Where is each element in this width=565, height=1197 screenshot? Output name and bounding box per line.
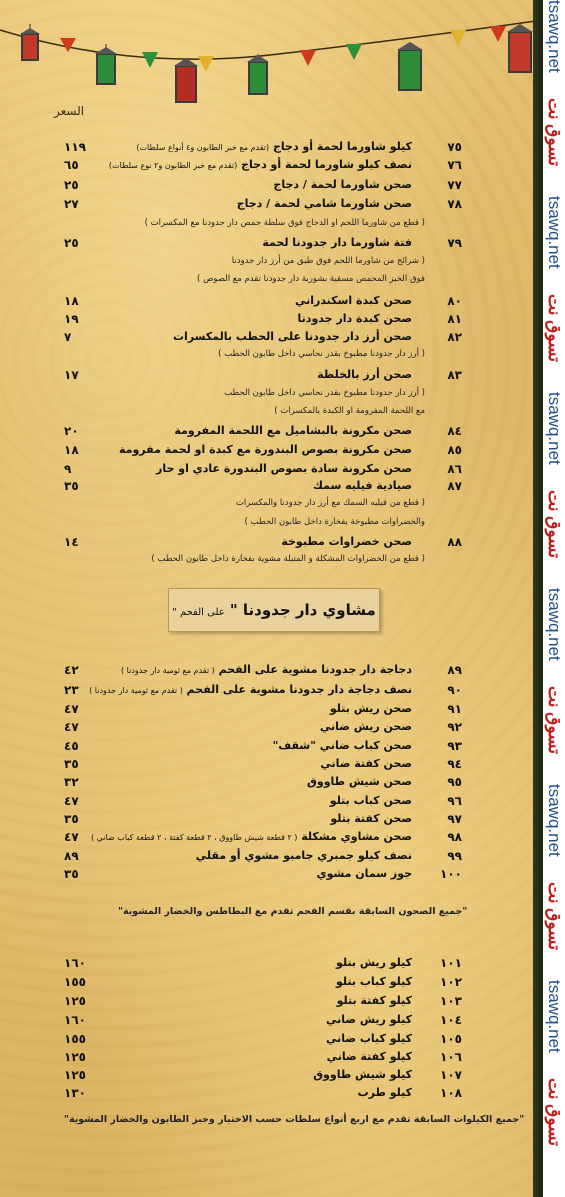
item-price: ٨٩ (64, 849, 79, 863)
item-price: ٣٥ (64, 867, 79, 881)
item-number: ١٠٥ (440, 1032, 462, 1046)
item-number: ٩٩ (447, 849, 462, 863)
footnote-kilos: "جميع الكيلوات السابقة تقدم مع اربع أنواع سلطات حسب الاختيار وخبز الطابون والخضار المشوية" (64, 1114, 525, 1125)
item-price: ٣٥ (64, 479, 79, 493)
menu-item (0, 975, 520, 992)
watermark-text: tsawq.net (545, 0, 564, 73)
item-number: ١٠٦ (440, 1050, 462, 1064)
item-name: صحن مكرونة سادة بصوص البندورة عادي او حار (156, 462, 412, 475)
item-name: كيلو شاورما لحمة أو دجاج (تقدم مع خبز الطابون و٤ أنواع سلطات) (136, 140, 412, 153)
item-price: ٤٧ (64, 794, 79, 808)
lantern-icon (95, 44, 117, 84)
item-number: ١٠٨ (440, 1086, 462, 1100)
item-name: فتة شاورما دار جدودنا لحمة (262, 236, 412, 249)
item-price: ٤٢ (64, 663, 79, 677)
menu-item (0, 178, 520, 195)
watermark-text: tsawq.net (545, 980, 564, 1053)
item-price: ٢٠ (64, 424, 79, 438)
item-name: كيلو كباب ضاني (325, 1032, 412, 1045)
item-name: صحن مكرونة بالبشاميل مع اللحمة المفرومة (174, 424, 412, 437)
item-number: ٨١ (447, 312, 462, 326)
item-name: صحن شاورما شامي لحمة / دجاج (236, 197, 412, 210)
item-description: مع اللحمة المفرومة او الكبدة بالمكسرات ) (274, 406, 425, 416)
item-name: صحن ريش بتلو (329, 702, 412, 715)
item-number: ٨٠ (447, 294, 462, 308)
menu-item (0, 1050, 520, 1067)
item-description: ( أرز دار جدودنا مطبوخ بقدر نحاسي داخل طابون الحطب (224, 388, 425, 398)
item-number: ٨٢ (447, 330, 462, 344)
section-header-grills (168, 588, 380, 632)
menu-item (0, 236, 520, 253)
item-description: ( أرز دار جدودنا مطبوخ بقدر نحاسي داخل طابون الحطب ) (218, 349, 425, 359)
item-price: ٣٢ (64, 775, 79, 789)
item-price: ٤٧ (64, 702, 79, 716)
item-number: ٩٣ (447, 739, 462, 753)
menu-item (0, 535, 520, 552)
item-name: صحن كفتة ضاني (320, 757, 412, 770)
item-price: ١٢٥ (64, 1050, 86, 1064)
menu-item (0, 739, 520, 756)
item-price: ٢٥ (64, 178, 79, 192)
watermark-text: تسوق نت (545, 882, 564, 951)
item-price: ٣٥ (64, 812, 79, 826)
item-name: صحن كباب بتلو (329, 794, 412, 807)
price-column-header: السعر (54, 104, 85, 118)
item-name: كيلو طرب (357, 1086, 412, 1099)
item-price: ١٨ (64, 294, 79, 308)
item-number: ١٠٢ (440, 975, 462, 989)
item-number: ٨٩ (447, 663, 462, 677)
item-number: ٨٤ (447, 424, 462, 438)
menu-item (0, 775, 520, 792)
lantern-icon (247, 54, 269, 94)
menu-item (0, 849, 520, 866)
watermark-text: tsawq.net (545, 784, 564, 857)
lantern-icon (397, 42, 423, 90)
item-price: ١٤ (64, 535, 79, 549)
item-price: ١٦٠ (64, 1013, 86, 1027)
item-price: ١٦٠ (64, 956, 86, 970)
item-number: ٧٩ (447, 236, 462, 250)
section-subtitle: على الفحم " (172, 607, 225, 618)
item-number: ٧٧ (447, 178, 462, 192)
item-name: كيلو كفتة ضاني (326, 1050, 412, 1063)
footnote-grills: "جميع الصحون السابقة بقسم الفحم تقدم مع البطاطس والخضار المشوية" (118, 906, 468, 917)
item-description: ( قطع من فيليه السمك مع أرز دار جدودنا والمكسرات (235, 498, 425, 508)
menu-item (0, 663, 520, 680)
lantern-icon (20, 24, 40, 60)
menu-item (0, 956, 520, 973)
item-name: صحن مشاوي مشكلة ( ٢ قطعة شيش طاووق ، ٢ قطعة كفتة ، ٢ قطعة كباب ضاني ) (90, 830, 412, 843)
item-price: ٣٥ (64, 757, 79, 771)
item-price: ٢٥ (64, 236, 79, 250)
item-name: جوز سمان مشوي (316, 867, 412, 880)
menu-item (0, 867, 520, 884)
watermark-text: tsawq.net (545, 392, 564, 465)
item-name: صحن شاورما لحمة / دجاج (273, 178, 412, 191)
item-number: ١٠٧ (440, 1068, 462, 1082)
watermark-strip (543, 0, 565, 1197)
menu-item (0, 424, 520, 441)
menu-item (0, 720, 520, 737)
item-number: ٨٦ (447, 462, 462, 476)
item-name: صحن كبدة دار جدودنا (297, 312, 412, 325)
item-name: صحن شيش طاووق (307, 775, 412, 788)
menu-item (0, 140, 520, 157)
item-description: فوق الخبز المحمص مسقية بشوربة دار جدودنا تقدم مع الصوص ) (197, 274, 425, 284)
menu-item (0, 197, 520, 214)
item-number: ٨٨ (447, 535, 462, 549)
item-name: صيادية فيليه سمك (312, 479, 412, 492)
item-name: نصف كيلو جمبري جامبو مشوي أو مقلي (195, 849, 412, 862)
item-number: ٩١ (447, 702, 462, 716)
item-name: صحن ريش ضاني (319, 720, 412, 733)
lantern-icon (174, 58, 198, 102)
item-name: كيلو ريش بتلو (336, 956, 412, 969)
item-name: دجاجة دار جدودنا مشوية على الفحم ( تقدم مع ثومية دار جدودنا ) (121, 663, 412, 676)
item-price: ٢٣ (64, 683, 79, 697)
menu-edge-border (533, 0, 543, 1197)
item-name: نصف دجاجة دار جدودنا مشوية على الفحم ( تقدم مع ثومية دار جدودنا ) (89, 683, 412, 696)
item-number: ٩٤ (447, 757, 462, 771)
item-number: ١٠١ (440, 956, 462, 970)
item-number: ٩٢ (447, 720, 462, 734)
item-price: ٧ (64, 330, 72, 344)
menu-item (0, 294, 520, 311)
item-name: صحن أرز بالخلطة (317, 368, 412, 381)
item-number: ٩٨ (447, 830, 462, 844)
menu-item (0, 994, 520, 1011)
menu-item (0, 158, 520, 175)
item-number: ٨٥ (447, 443, 462, 457)
item-description: ( شرائح من شاورما اللحم فوق طبق من أرز دار جدودنا (231, 256, 425, 266)
menu-item (0, 1068, 520, 1085)
item-price: ١٥٥ (64, 975, 86, 989)
item-number: ٧٥ (447, 140, 462, 154)
item-price: ١٨ (64, 443, 79, 457)
item-price: ١٢٥ (64, 1068, 86, 1082)
watermark-text: تسوق نت (545, 1078, 564, 1147)
item-price: ٩ (64, 462, 72, 476)
item-name: صحن كبدة اسكندراني (294, 294, 412, 307)
item-price: ٤٧ (64, 830, 79, 844)
watermark-text: tsawq.net (545, 196, 564, 269)
menu-item (0, 462, 520, 479)
item-name: صحن كفتة بتلو (330, 812, 412, 825)
item-number: ٨٧ (447, 479, 462, 493)
item-number: ٩٦ (447, 794, 462, 808)
lantern-icon (507, 24, 533, 72)
item-number: ٨٣ (447, 368, 462, 382)
menu-item (0, 812, 520, 829)
item-price: ١٧ (64, 368, 79, 382)
menu-item (0, 1013, 520, 1030)
item-name: صحن أرز دار جدودنا على الحطب بالمكسرات (173, 330, 412, 343)
watermark-text: تسوق نت (545, 294, 564, 363)
watermark-text: تسوق نت (545, 98, 564, 167)
item-price: ٤٥ (64, 739, 79, 753)
watermark-text: tsawq.net (545, 588, 564, 661)
item-name: صحن كباب ضاني "شقف" (272, 739, 412, 752)
item-price: ١٩ (64, 312, 79, 326)
menu-item (0, 479, 520, 496)
menu-item (0, 330, 520, 347)
item-price: ١٥٥ (64, 1032, 86, 1046)
menu-item (0, 312, 520, 329)
menu-item (0, 368, 520, 385)
menu-item (0, 757, 520, 774)
item-description: ( قطع من الخضراوات المشكلة و المتبلة مشوية بفخارة داخل طابون الحطب ) (151, 554, 425, 564)
item-name: كيلو شيش طاووق (313, 1068, 412, 1081)
menu-item (0, 1032, 520, 1049)
menu-item (0, 1086, 520, 1103)
item-number: ٩٥ (447, 775, 462, 789)
item-number: ١٠٣ (440, 994, 462, 1008)
lantern-garland (0, 0, 543, 110)
item-name: نصف كيلو شاورما لحمة أو دجاج (تقدم مع خبز الطابون و٢ نوع سلطات) (108, 158, 412, 171)
watermark-text: تسوق نت (545, 490, 564, 559)
menu-item (0, 443, 520, 460)
item-description: والخضراوات مطبوخة بفخارة داخل طابون الحطب ) (244, 517, 425, 527)
menu-item (0, 830, 520, 847)
item-price: ١٣٠ (64, 1086, 86, 1100)
item-name: كيلو كفتة بتلو (336, 994, 412, 1007)
item-number: ١٠٤ (440, 1013, 462, 1027)
section-title: مشاوي دار جدودنا " (229, 601, 376, 619)
item-price: ٢٧ (64, 197, 79, 211)
item-number: ٧٨ (447, 197, 462, 211)
item-number: ٩٧ (447, 812, 462, 826)
item-number: ١٠٠ (440, 867, 462, 881)
item-number: ٩٠ (447, 683, 462, 697)
menu-item (0, 683, 520, 700)
item-name: صحن مكرونة بصوص البندورة مع كبدة او لحمة مفرومة (118, 443, 412, 456)
item-name: صحن خضراوات مطبوخة (281, 535, 412, 548)
item-number: ٧٦ (447, 158, 462, 172)
item-price: ١٢٥ (64, 994, 86, 1008)
item-price: ٤٧ (64, 720, 79, 734)
menu-item (0, 794, 520, 811)
watermark-text: تسوق نت (545, 686, 564, 755)
menu-item (0, 702, 520, 719)
item-price: ٦٥ (64, 158, 79, 172)
item-price: ١١٩ (64, 140, 86, 154)
item-name: كيلو كباب بتلو (335, 975, 412, 988)
item-description: ( قطع من شاورما اللحم او الدجاج فوق سلطة حمص دار جدودنا مع المكسرات ) (144, 218, 425, 228)
item-name: كيلو ريش ضاني (326, 1013, 412, 1026)
